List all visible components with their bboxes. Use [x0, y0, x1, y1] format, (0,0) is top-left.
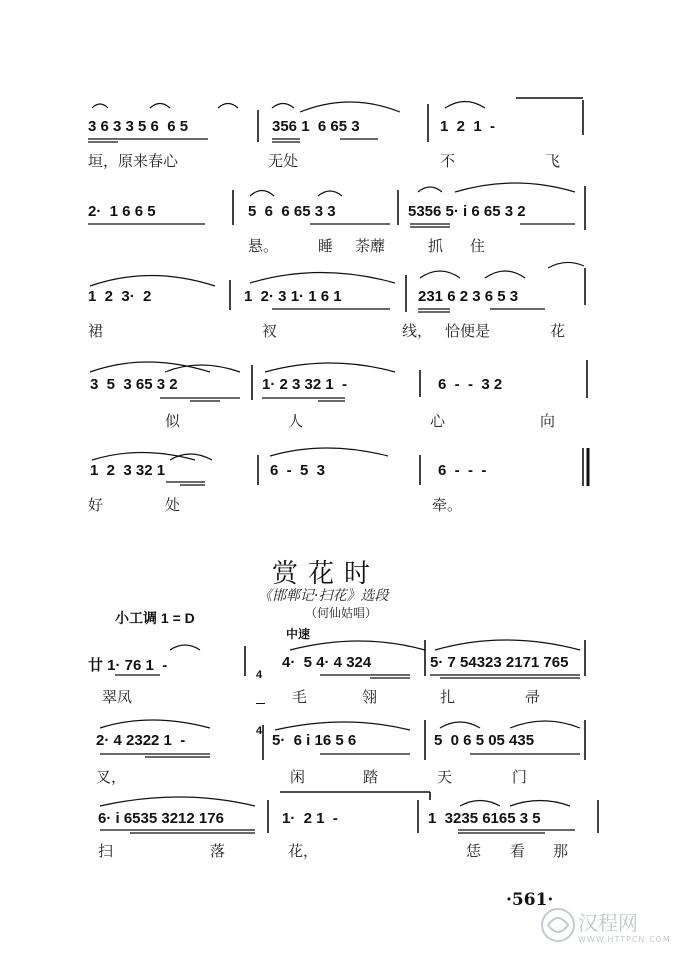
system-1-measure-2: 356 1 6 65 3	[272, 118, 360, 135]
system-8-lyric-6: 那	[553, 842, 569, 860]
system-8-lyric-3: 花，	[288, 842, 319, 860]
system-1-measure-3: 1 2 1 -	[440, 118, 496, 135]
system-5-measure-1: 1 2 3 32 1	[90, 462, 166, 479]
system-8-measure-3: 1 3235 6165 3 5	[428, 810, 541, 827]
system-4-lyric-1: 似	[165, 412, 181, 430]
system-1-lyric-2: 无处	[268, 152, 299, 170]
system-8-lyric-2: 落	[210, 842, 226, 860]
system-3-lyric-4: 恰便是	[445, 322, 491, 340]
system-6-lyric-3: 翎	[362, 688, 378, 706]
key-signature: 小工调 1 = D	[115, 610, 195, 626]
system-7-lyric-4: 天	[437, 768, 453, 786]
system-3-measure-3: 231 6 2 3 6 5 3	[418, 288, 519, 305]
system-6-lyric-2: 毛	[292, 688, 308, 706]
system-2-measure-2: 5 6 6 65 3 3	[248, 203, 336, 220]
system-6-measure-1: 廿 1· 76 1 -	[88, 657, 168, 674]
system-6-lyric-5: 帚	[525, 688, 541, 706]
system-1-measure-1: 3 6 3 3 5 6 6 5	[88, 118, 189, 135]
system-4-measure-3: 6 - - 3 2	[438, 376, 503, 393]
system-7-measure-2: 5· 6 i 16 5 6	[272, 732, 357, 749]
system-3-measure-2: 1 2· 3 1· 1 6 1	[244, 288, 342, 305]
system-4-lyric-3: 心	[430, 412, 446, 430]
page-number: ·561·	[506, 890, 554, 910]
system-7-lyric-1: 叉，	[96, 768, 127, 786]
system-4-measure-1: 3 5 3 65 3 2	[90, 376, 178, 393]
system-2-lyric-5: 住	[470, 237, 486, 255]
system-1-lyric-4: 飞	[545, 152, 561, 170]
system-7-lyric-5: 门	[512, 768, 528, 786]
time-signature-top: 4	[256, 669, 263, 681]
system-3-measure-1: 1 2 3· 2	[88, 288, 152, 305]
time-signature-bottom: 4	[256, 725, 263, 737]
system-7-measure-3: 5 0 6 5 05 435	[434, 732, 535, 749]
system-7-measure-1: 2· 4 2322 1 -	[96, 732, 186, 749]
system-5-measure-2: 6 - 5 3	[270, 462, 326, 479]
singer-note: （何仙姑唱）	[305, 606, 378, 620]
system-4-lyric-4: 向	[540, 412, 556, 430]
system-3-lyric-2: 衩	[262, 322, 278, 340]
system-2-measure-3: 5356 5· i 6 65 3 2	[408, 203, 526, 220]
time-signature-line	[256, 703, 265, 704]
system-8-lyric-4: 恁	[466, 842, 482, 860]
system-6-lyric-1: 翠凤	[102, 688, 133, 706]
system-6-measure-2: 4· 5 4· 4 324	[282, 654, 372, 671]
watermark-logo	[538, 905, 671, 955]
system-1-lyric-3: 不	[440, 152, 456, 170]
system-8-measure-2: 1· 2 1 -	[282, 810, 338, 827]
system-5-measure-3: 6 - - -	[438, 462, 487, 479]
system-2-measure-1: 2· 1 6 6 5	[88, 203, 156, 220]
tempo-marking: 中速	[286, 627, 311, 641]
system-2-lyric-4: 抓	[428, 237, 444, 255]
system-3-lyric-3: 线，	[402, 322, 433, 340]
watermark-text: 汉程网	[578, 911, 638, 935]
system-4-lyric-2: 人	[288, 412, 304, 430]
system-3-lyric-5: 花	[550, 322, 566, 340]
system-7-lyric-2: 闲	[290, 768, 306, 786]
system-3-lyric-1: 裙	[88, 322, 104, 340]
system-4-measure-2: 1· 2 3 32 1 -	[262, 376, 348, 393]
system-2-lyric-3: 荼蘼	[355, 237, 386, 255]
system-8-lyric-1: 扫	[98, 842, 114, 860]
system-6-measure-3: 5· 7 54323 2171 765	[430, 654, 569, 671]
system-1-lyric-1: 垣，原来春心	[88, 152, 179, 170]
system-8-measure-1: 6· i 6535 3212 176	[98, 810, 224, 827]
system-5-lyric-2: 处	[165, 496, 181, 514]
system-6-lyric-4: 扎	[440, 688, 456, 706]
system-7-lyric-3: 踏	[363, 768, 379, 786]
watermark-swirl-icon	[538, 905, 578, 945]
song-subtitle: 《邯郸记·扫花》选段	[258, 588, 389, 604]
system-8-lyric-5: 看	[510, 842, 526, 860]
system-2-lyric-2: 睡	[318, 237, 334, 255]
watermark-url: WWW.HTTPCN.COM	[578, 935, 671, 944]
system-5-lyric-3: 牵。	[432, 496, 463, 514]
system-2-lyric-1: 悬。	[248, 237, 279, 255]
system-5-lyric-1: 好	[88, 496, 104, 514]
song-title: 赏花时	[272, 559, 381, 589]
time-signature	[256, 648, 265, 748]
